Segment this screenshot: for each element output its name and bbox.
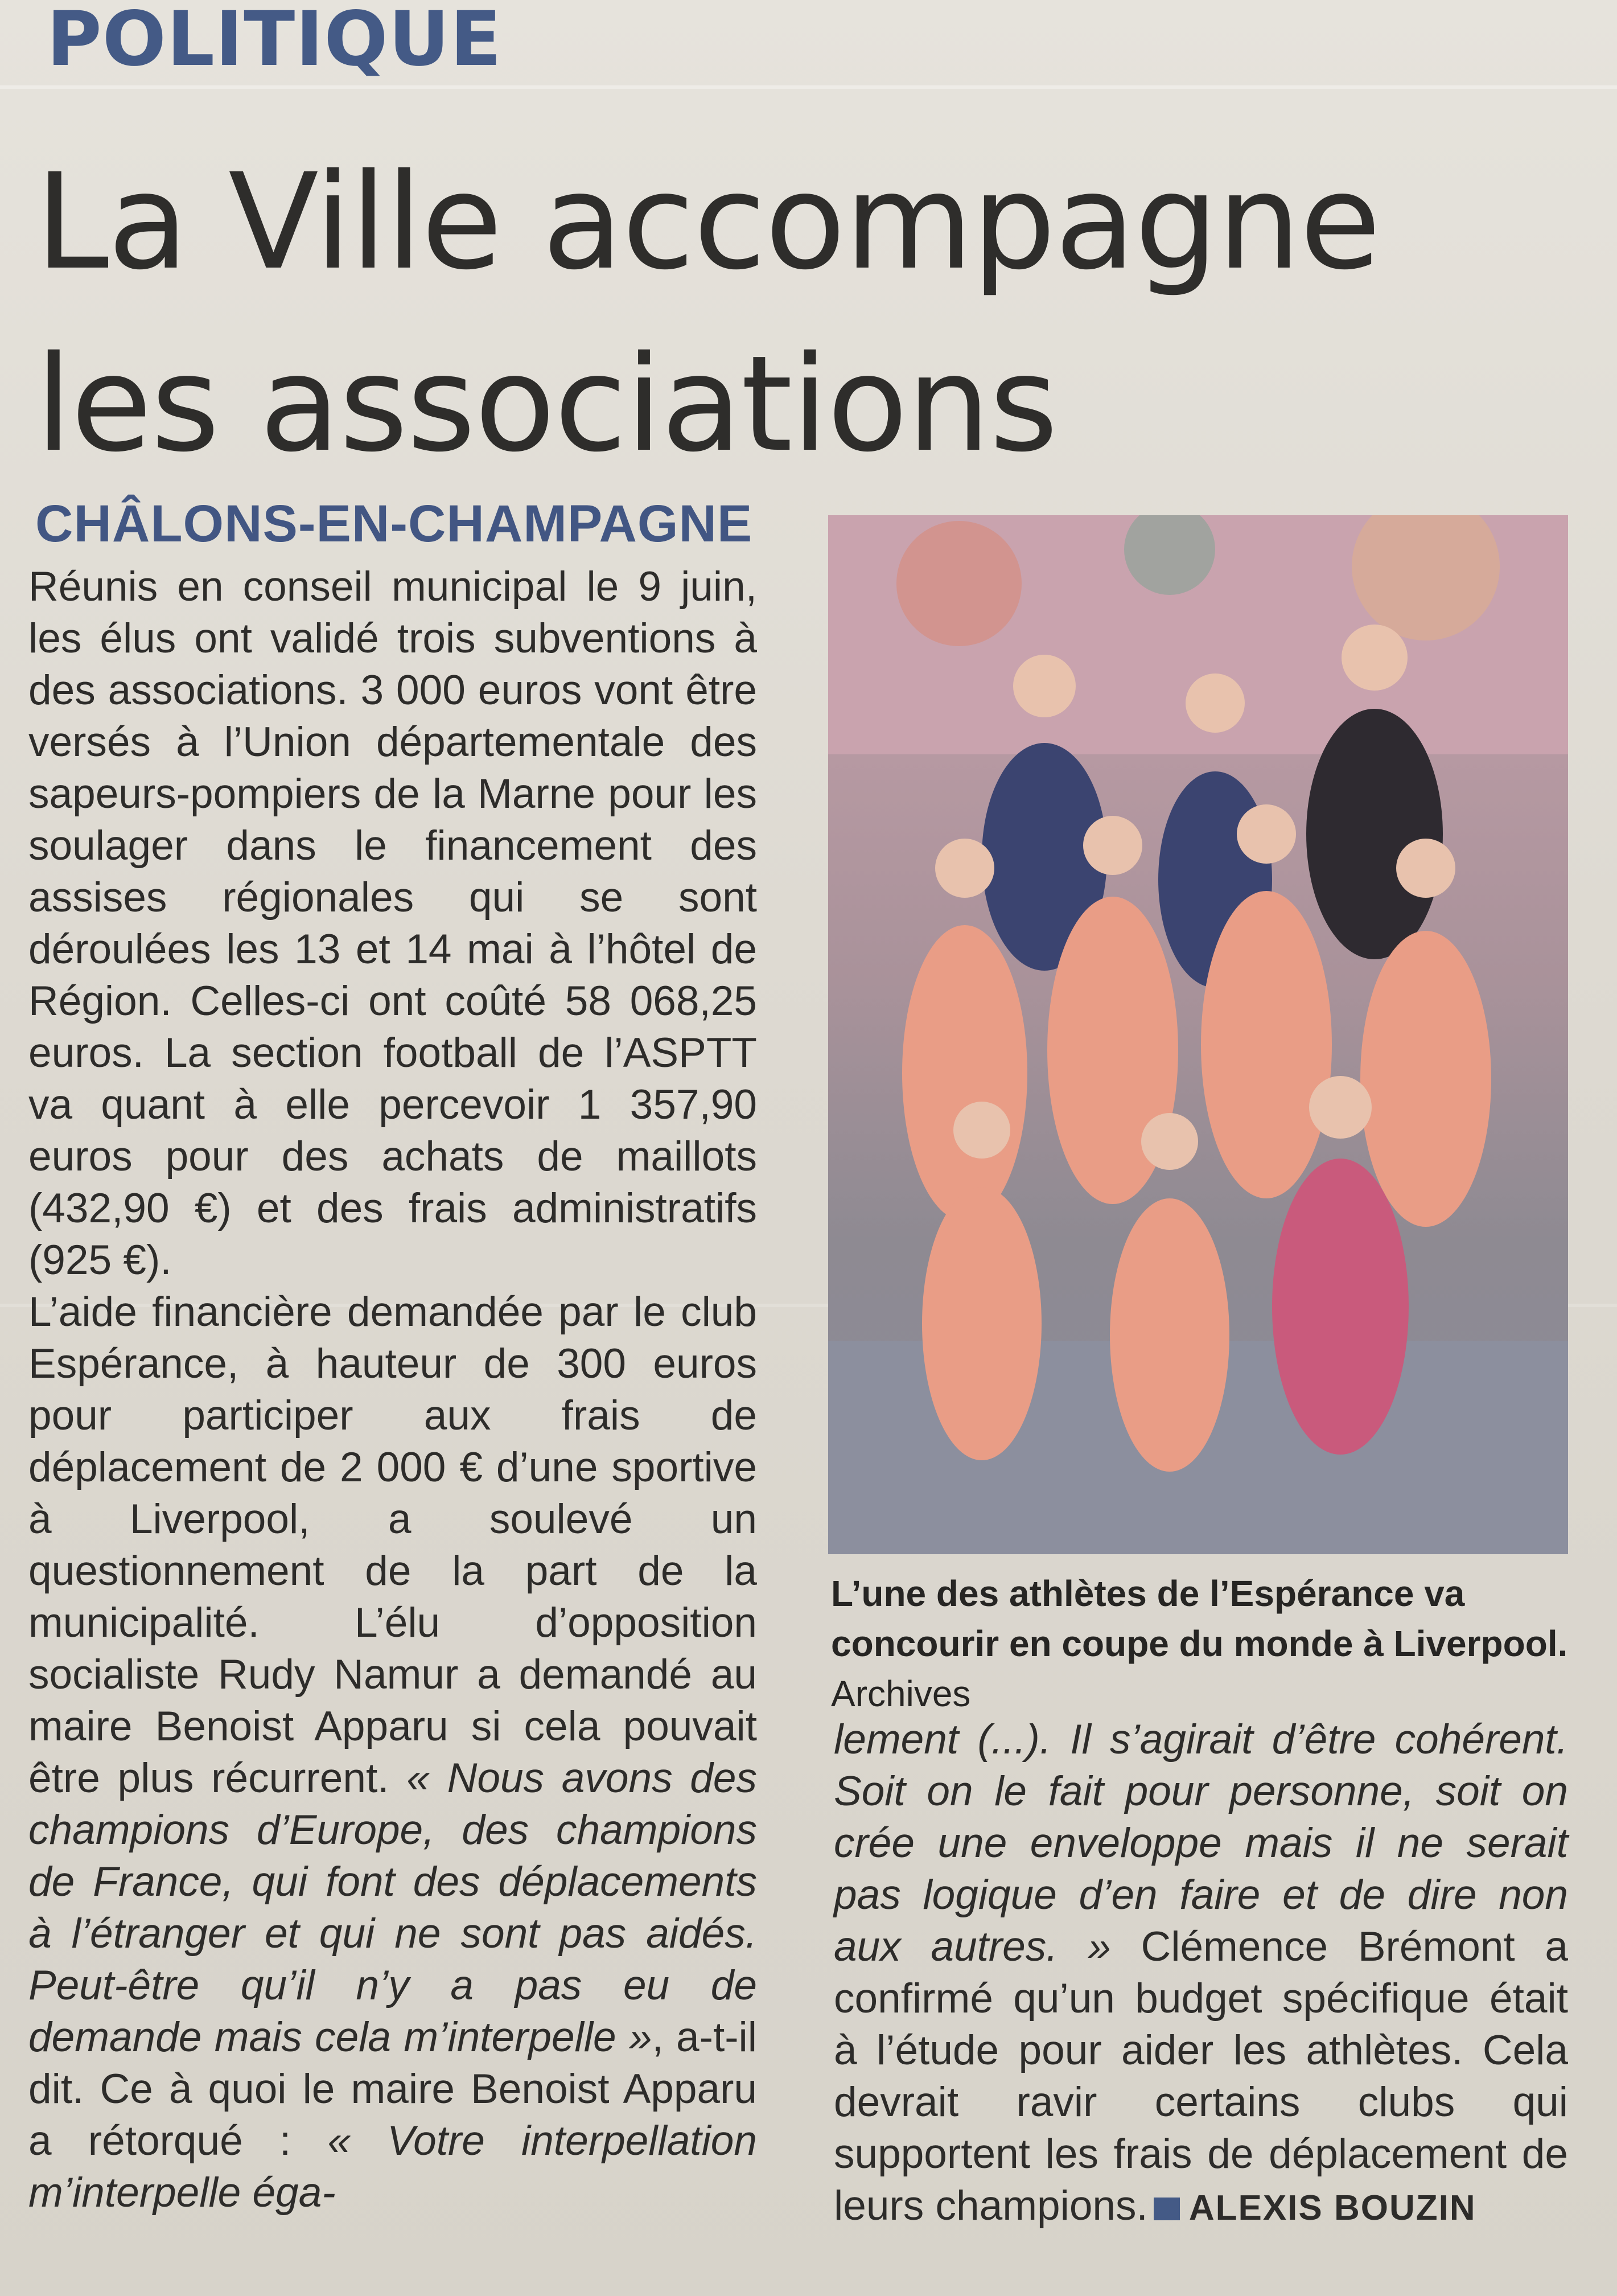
quote-apparu-end: lement (...). Il s’agirait d’être cohérent. Soit on le fait pour personne, soit on crée une enveloppe mais il ne serait pas logique d’en faire et de dire non aux autres. » (834, 1716, 1568, 1970)
author-byline: ALEXIS BOUZIN (1188, 2188, 1476, 2228)
paragraph-conclusion (834, 1714, 1568, 2234)
paragraph-conclusion-text: Clémence Brémont a confirmé qu’un budget spécifique était à l’étude pour aider les athlètes. Cela devrait ravir certains clubs qui supportent les frais de déplacement de leurs champions. (834, 1924, 1568, 2229)
article-column-left (28, 561, 757, 2219)
paragraph-esperance-intro: L’aide financière demandée par le club Espérance, à hauteur de 300 euros pour participer aux frais de déplacement de 2 000 € d’une sportive à Liverpool, a soulevé un questionnement de la part de la municipalité. L’élu d’opposition socialiste Rudy Namur a demandé au maire Benoist Apparu si cela pouvait être plus récurrent. (28, 1289, 757, 1801)
caption-credit: Archives (831, 1673, 971, 1714)
athletes-photo-illustration (828, 515, 1568, 1554)
quote-rudy-namur: « Nous avons des champions d’Europe, des champions de France, qui font des déplacements à l’étranger et qui ne sont pas aidés. Peut-être qu’il n’y a pas eu de demande mais cela m’interpelle » (28, 1755, 757, 2060)
caption-text: L’une des athlètes de l’Espérance va concourir en coupe du monde à Liverpool. (831, 1573, 1568, 1664)
article-headline (35, 131, 1380, 495)
headline-line-1: La Ville accompagne (35, 145, 1380, 299)
dateline-city: CHÂLONS-EN-CHAMPAGNE (35, 495, 753, 553)
paragraph-esperance-mid: , a-t-il dit. Ce à quoi le maire Benoist Apparu a rétorqué : (28, 2014, 757, 2164)
headline-line-2: les associations (35, 327, 1058, 481)
section-rubric: POLITIQUE (47, 0, 502, 83)
paragraph-esperance (28, 1286, 757, 2219)
byline-square-icon (1154, 2198, 1180, 2220)
paragraph-subventions: Réunis en conseil municipal le 9 juin, les élus ont validé trois subventions à des associations. 3 000 euros vont être versés à l’Union départementale des sapeurs-pompiers de la Marne pour les soulager dans le financement des assises régionales qui se sont déroulées les 13 et 14 mai à l’hôtel de Région. Celles-ci ont coûté 58 068,25 euros. La section football de l’ASPTT va quant à elle percevoir 1 357,90 euros pour des achats de maillots (432,90 €) et des frais administratifs (925 €). (28, 564, 757, 1283)
photo-caption (831, 1568, 1571, 1719)
article-photo (828, 515, 1568, 1554)
article-column-right (834, 1714, 1568, 2234)
quote-apparu-start: « Votre interpellation m’interpelle éga- (28, 2118, 758, 2216)
